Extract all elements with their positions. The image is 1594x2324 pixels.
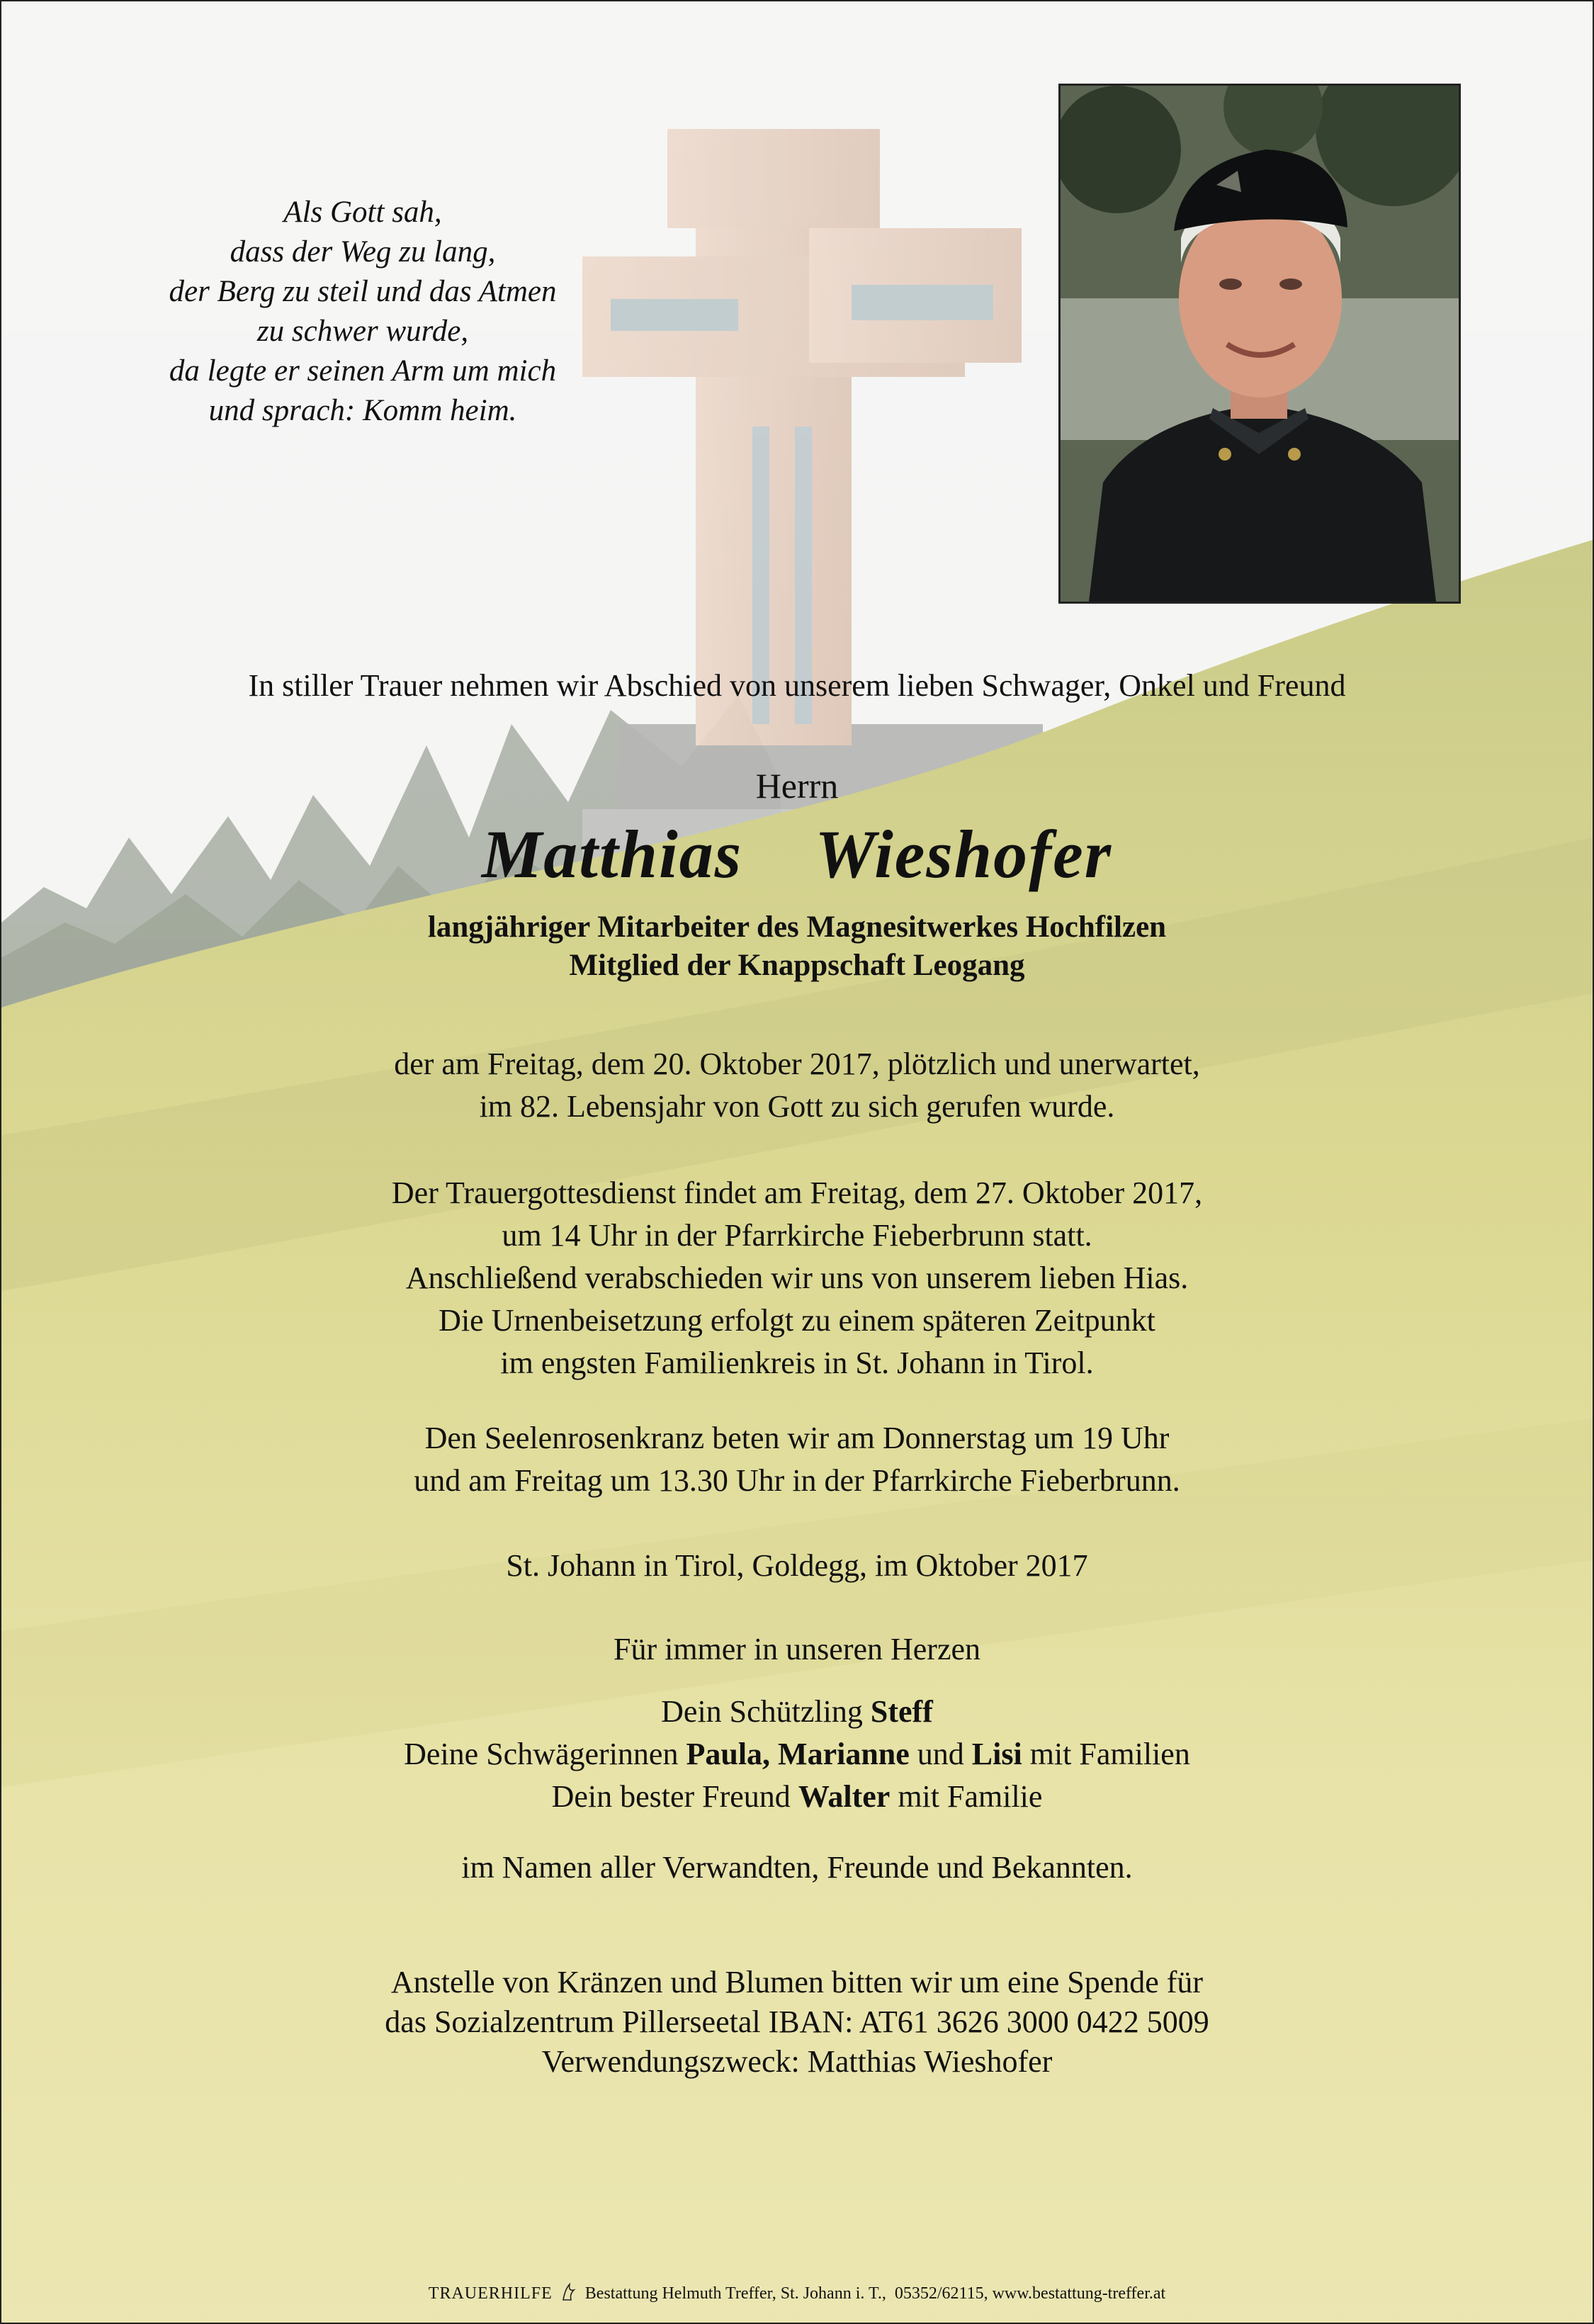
mourner-name: Walter [798, 1779, 891, 1814]
funeral-line: Der Trauergottesdienst findet am Freitag, dem 27. Oktober 2017, [391, 1175, 1203, 1210]
poem-line: zu schwer wurde, [256, 315, 469, 348]
death-notice [1, 1043, 1593, 1128]
roles [1, 908, 1593, 985]
mourner-name: Steff [870, 1694, 933, 1729]
relatives-text: im Namen aller Verwandten, Freunde und Bekannten. [461, 1850, 1133, 1885]
poem [108, 193, 618, 431]
mourner-line [1, 1733, 1593, 1776]
mourner-prefix: Deine Schwägerinnen [404, 1737, 686, 1771]
mourner-line [1, 1691, 1593, 1733]
poem-line: und sprach: Komm heim. [208, 394, 517, 427]
forever-line [1, 1628, 1593, 1671]
mourner-suffix: mit Familien [1022, 1737, 1190, 1771]
mourner-line [1, 1776, 1593, 1818]
role-line: Mitglied der Knappschaft Leogang [569, 949, 1025, 982]
donation-request [1, 1963, 1593, 2082]
mourner-prefix: Dein Schützling [661, 1694, 871, 1729]
donation-line: Verwendungszweck: Matthias Wieshofer [541, 2044, 1053, 2079]
rosary-line: Den Seelenrosenkranz beten wir am Donnerstag um 19 Uhr [424, 1421, 1170, 1455]
poem-line: Als Gott sah, [283, 196, 442, 229]
rosary-line: und am Freitag um 13.30 Uhr in der Pfarrkirche Fieberbrunn. [414, 1463, 1180, 1498]
funeral-details [1, 1172, 1593, 1384]
mourner-name: Paula, Marianne [686, 1737, 910, 1771]
funeral-line: Die Urnenbeisetzung erfolgt zu einem späteren Zeitpunkt [439, 1303, 1155, 1338]
dove-logo-icon [561, 2281, 577, 2308]
salutation: Herrn [755, 766, 839, 806]
place-date [1, 1545, 1593, 1587]
mourner-suffix: mit Familie [890, 1779, 1043, 1814]
intro-text: In stiller Trauer nehmen wir Abschied von unserem lieben Schwager, Onkel und Freund [248, 668, 1346, 703]
donation-line: Anstelle von Kränzen und Blumen bitten wir um eine Spende für [390, 1965, 1204, 1999]
funeral-line: um 14 Uhr in der Pfarrkirche Fieberbrunn statt. [502, 1218, 1092, 1253]
death-notice-line: der am Freitag, dem 20. Oktober 2017, plötzlich und unerwartet, [394, 1047, 1200, 1081]
mourners [1, 1691, 1593, 1818]
footer [1, 2281, 1593, 2308]
portrait-image [1061, 86, 1459, 602]
place-date-line: St. Johann in Tirol, Goldegg, im Oktober 2017 [506, 1548, 1088, 1583]
poem-line: da legte er seinen Arm um mich [169, 354, 557, 388]
forever-text: Für immer in unseren Herzen [613, 1632, 981, 1666]
poem-line: dass der Weg zu lang, [230, 235, 496, 269]
footer-text: Bestattung Helmuth Treffer, St. Johann i. T., 05352/62115, www.bestattung-treffer.at [584, 2284, 1166, 2303]
poem-line: der Berg zu steil und das Atmen [169, 275, 557, 308]
mourner-name: Lisi [971, 1737, 1022, 1771]
death-notice-line: im 82. Lebensjahr von Gott zu sich gerufen wurde. [479, 1089, 1115, 1124]
funeral-line: Anschließend verabschieden wir uns von unserem lieben Hias. [405, 1260, 1189, 1295]
mourner-conjunction: und [909, 1737, 972, 1771]
funeral-line: im engsten Familienkreis in St. Johann in Tirol. [500, 1346, 1094, 1380]
deceased-name: Matthias Wieshofer [481, 816, 1113, 892]
rosary-details [1, 1417, 1593, 1502]
donation-line: das Sozialzentrum Pillerseetal IBAN: AT61 3626 3000 0422 5009 [385, 2004, 1209, 2039]
relatives-line [1, 1846, 1593, 1889]
role-line: langjähriger Mitarbeiter des Magnesitwerkes Hochfilzen [427, 910, 1167, 944]
footer-brand: TRAUERHILFE [428, 2284, 553, 2303]
portrait-photo [1058, 84, 1461, 604]
mourner-prefix: Dein bester Freund [551, 1779, 798, 1814]
